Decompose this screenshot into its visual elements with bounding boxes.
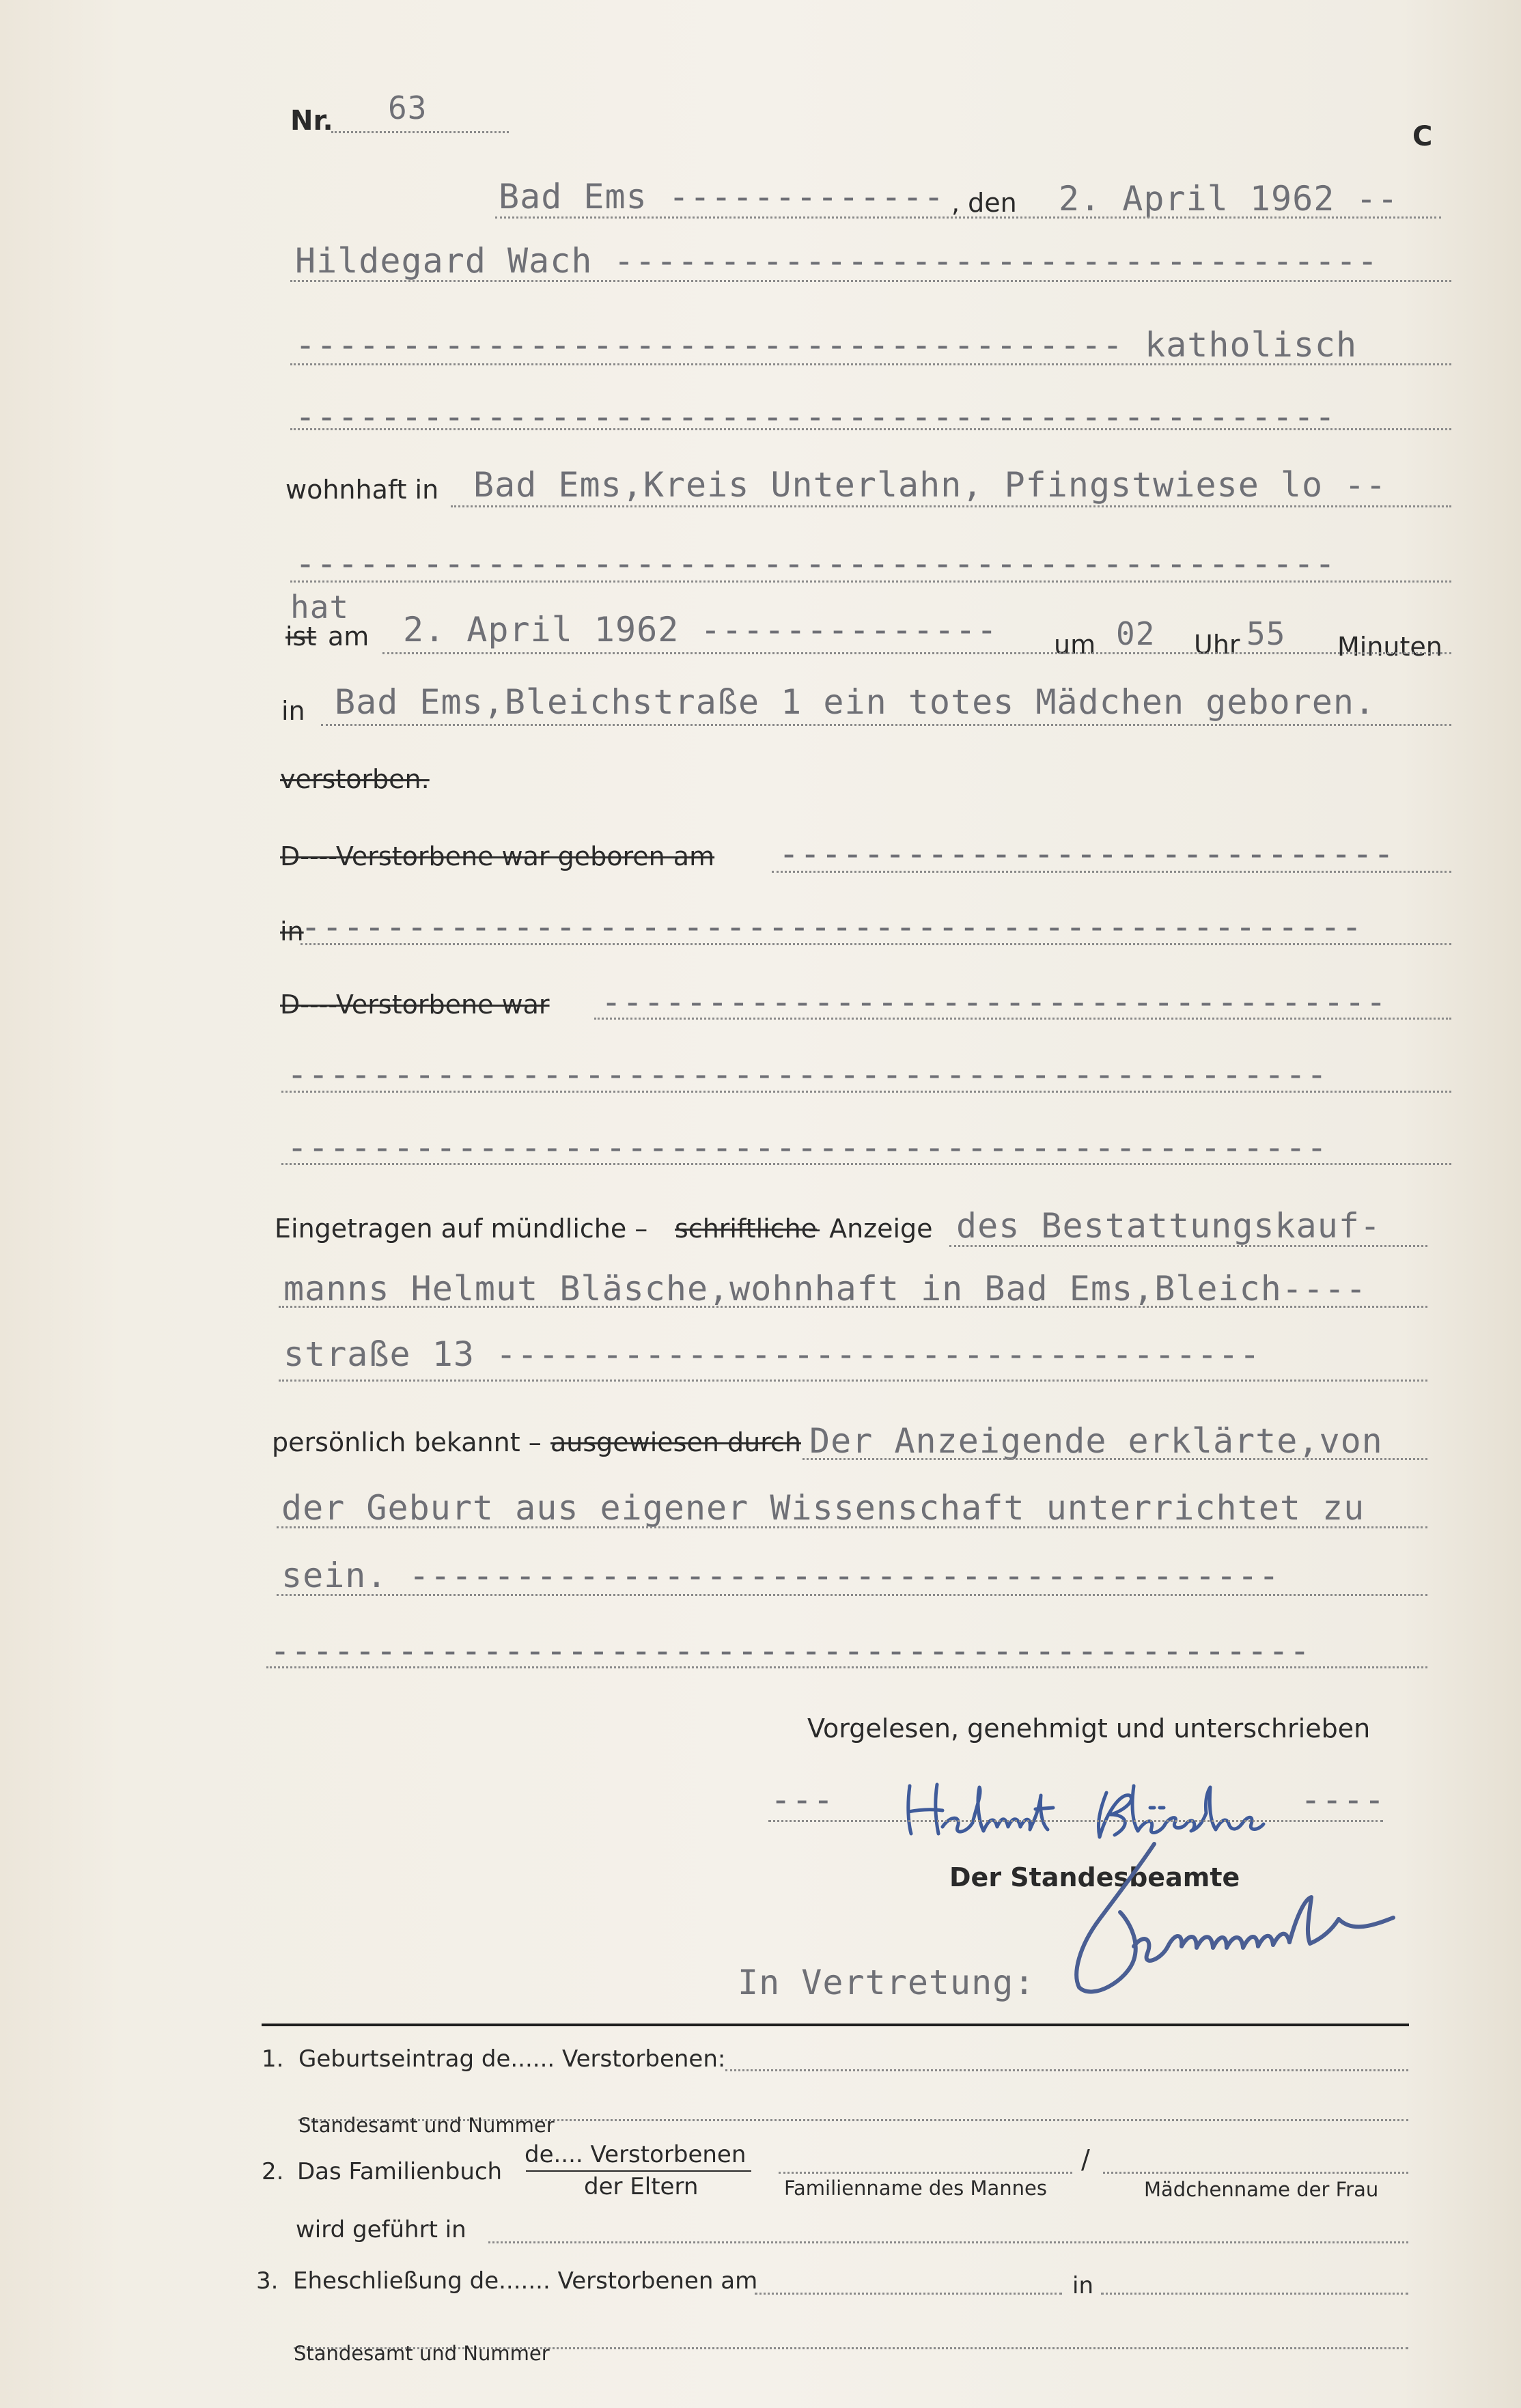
remark-dotline-2 <box>277 1526 1427 1528</box>
remark-3: sein. ----------------------------------------- <box>281 1556 1280 1595</box>
registrar-label: Der Standesbeamte <box>949 1862 1240 1892</box>
remark-dotline-3 <box>277 1594 1427 1596</box>
item2-gefuehrt: wird geführt in <box>296 2216 466 2243</box>
birth-place: Bad Ems,Bleichstraße 1 ein totes Mädchen geboren. <box>335 682 1376 722</box>
um-label: um <box>1054 630 1096 660</box>
item2-de: de.... Verstorbenen <box>525 2141 746 2168</box>
anzeige-dotline-1 <box>949 1245 1427 1247</box>
deceased-was-label: D----Verstorbene war <box>280 990 550 1020</box>
am-label: am <box>328 621 369 652</box>
ausgewiesen-label: ausgewiesen durch <box>550 1427 801 1457</box>
uhr-label: Uhr <box>1194 630 1240 660</box>
event-date: 2. April 1962 -------------- <box>403 610 998 649</box>
eingetragen-label: Eingetragen auf mündliche – <box>275 1214 648 1244</box>
anzeige-label: – Anzeige <box>808 1214 933 1244</box>
item3-in: in <box>1072 2272 1093 2299</box>
blank-dotline-4 <box>281 1163 1451 1165</box>
anzeige-dotline-2 <box>279 1306 1427 1308</box>
vorgelesen-label: Vorgelesen, genehmigt und unterschrieben <box>807 1713 1371 1744</box>
item1-sub: Standesamt und Nummer <box>298 2114 555 2137</box>
item3-place-dotline <box>1101 2293 1408 2295</box>
informant-prefix: --- <box>770 1780 835 1819</box>
item2-gefuehrt-dotline <box>488 2241 1408 2243</box>
item2-husband: Familienname des Mannes <box>784 2176 1047 2200</box>
religion-line: --------------------------------------- katholisch <box>295 325 1358 365</box>
place-line: Bad Ems ------------- <box>499 177 945 216</box>
wohnhaft-value: Bad Ems,Kreis Unterlahn, Pfingstwiese lo -- <box>473 465 1387 505</box>
blank-line-1: ------------------------------------------------- <box>295 397 1337 436</box>
religion-dotline <box>290 363 1451 365</box>
wohnhaft-dotline <box>451 505 1451 507</box>
birth-place-dotline <box>321 724 1451 726</box>
date-value: 2. April 1962 -- <box>1059 179 1399 219</box>
ist-text: ist <box>285 621 317 652</box>
registrar-signature <box>1052 1837 1400 2008</box>
item2-wife-dotline <box>1103 2172 1408 2174</box>
date-dotline <box>495 216 1441 219</box>
remark-dotline-1 <box>803 1458 1427 1460</box>
deceased-born-dotline <box>772 871 1451 873</box>
item1-number: 1. <box>262 2045 284 2073</box>
nr-dotline <box>331 131 509 133</box>
wohnhaft-label: wohnhaft in <box>285 475 439 505</box>
item3-sub: Standesamt und Nummer <box>294 2342 550 2365</box>
in2-label: in <box>280 916 304 947</box>
deceased-was-dashes: ------------------------------------- <box>601 982 1387 1022</box>
hat-text: hat <box>290 589 350 626</box>
item2-wife: Mädchenname der Frau <box>1144 2178 1379 2201</box>
blank-line-2: ------------------------------------------------- <box>295 544 1337 583</box>
item3-number: 3. <box>256 2267 279 2295</box>
den-label: , den <box>951 188 1017 218</box>
deceased-was-dotline <box>594 1018 1451 1020</box>
footer-divider <box>262 2024 1409 2026</box>
nr-value: 63 <box>388 89 428 126</box>
anzeige-value-3: straße 13 ------------------------------------ <box>283 1334 1261 1374</box>
signature-dotline <box>768 1820 1383 1822</box>
anzeige-value-1: des Bestattungskauf- <box>956 1206 1382 1246</box>
item2-eltern: der Eltern <box>584 2173 699 2200</box>
item2-number: 2. <box>262 2158 284 2185</box>
item2-slash: / <box>1081 2144 1090 2174</box>
name-dotline <box>290 280 1451 282</box>
in2-dashes: -------------------------------------------------- <box>301 907 1363 947</box>
minute-value: 55 <box>1246 615 1286 652</box>
vertretung-text: In Vertretung: <box>738 1963 1035 2002</box>
nr-label: Nr. <box>290 105 333 137</box>
date-time-dotline <box>382 652 1451 654</box>
hour-value: 02 <box>1116 615 1156 652</box>
item3-text: Eheschließung de....... Verstorbenen am <box>293 2267 758 2295</box>
blank-line-5: ------------------------------------------------- <box>270 1631 1311 1670</box>
name-line: Hildegard Wach ------------------------------------ <box>295 241 1379 281</box>
item2-fraction-line <box>526 2170 751 2172</box>
informant-suffix: ---- <box>1300 1780 1386 1819</box>
minuten-label: Minuten <box>1337 632 1442 662</box>
verstorben-label: verstorben. <box>280 764 430 794</box>
item3-date-dotline <box>755 2293 1062 2295</box>
anzeige-value-2: manns Helmut Bläsche,wohnhaft in Bad Ems,Bleich---- <box>283 1269 1367 1308</box>
anzeige-dotline-3 <box>279 1380 1427 1382</box>
blank-dotline-2 <box>290 580 1451 583</box>
item1-dotline <box>725 2069 1408 2071</box>
blank-dotline-1 <box>290 428 1451 430</box>
item1-text: Geburtseintrag de...... Verstorbenen: <box>298 2045 726 2073</box>
item2-text: Das Familienbuch <box>297 2158 503 2185</box>
remark-2: der Geburt aus eigener Wissenschaft unterrichtet zu <box>281 1488 1365 1528</box>
blank-dotline-3 <box>281 1091 1451 1093</box>
deceased-born-dashes: ----------------------------- <box>779 834 1395 873</box>
schriftliche-label: schriftliche <box>675 1214 818 1244</box>
in-label: in <box>281 696 305 726</box>
blank-line-4: ------------------------------------------------- <box>287 1128 1328 1167</box>
blank-dotline-5 <box>266 1666 1427 1668</box>
informant-signature <box>902 1772 1270 1844</box>
item2-husband-dotline <box>779 2172 1072 2174</box>
deceased-born-label: D----Verstorbene war geboren am <box>280 841 715 871</box>
persoenlich-label: persönlich bekannt – <box>272 1427 542 1457</box>
blank-line-3: ------------------------------------------------- <box>287 1054 1328 1094</box>
corner-letter: C <box>1412 121 1433 152</box>
in2-dotline <box>301 943 1451 945</box>
remark-1: Der Anzeigende erklärte,von <box>809 1421 1383 1461</box>
